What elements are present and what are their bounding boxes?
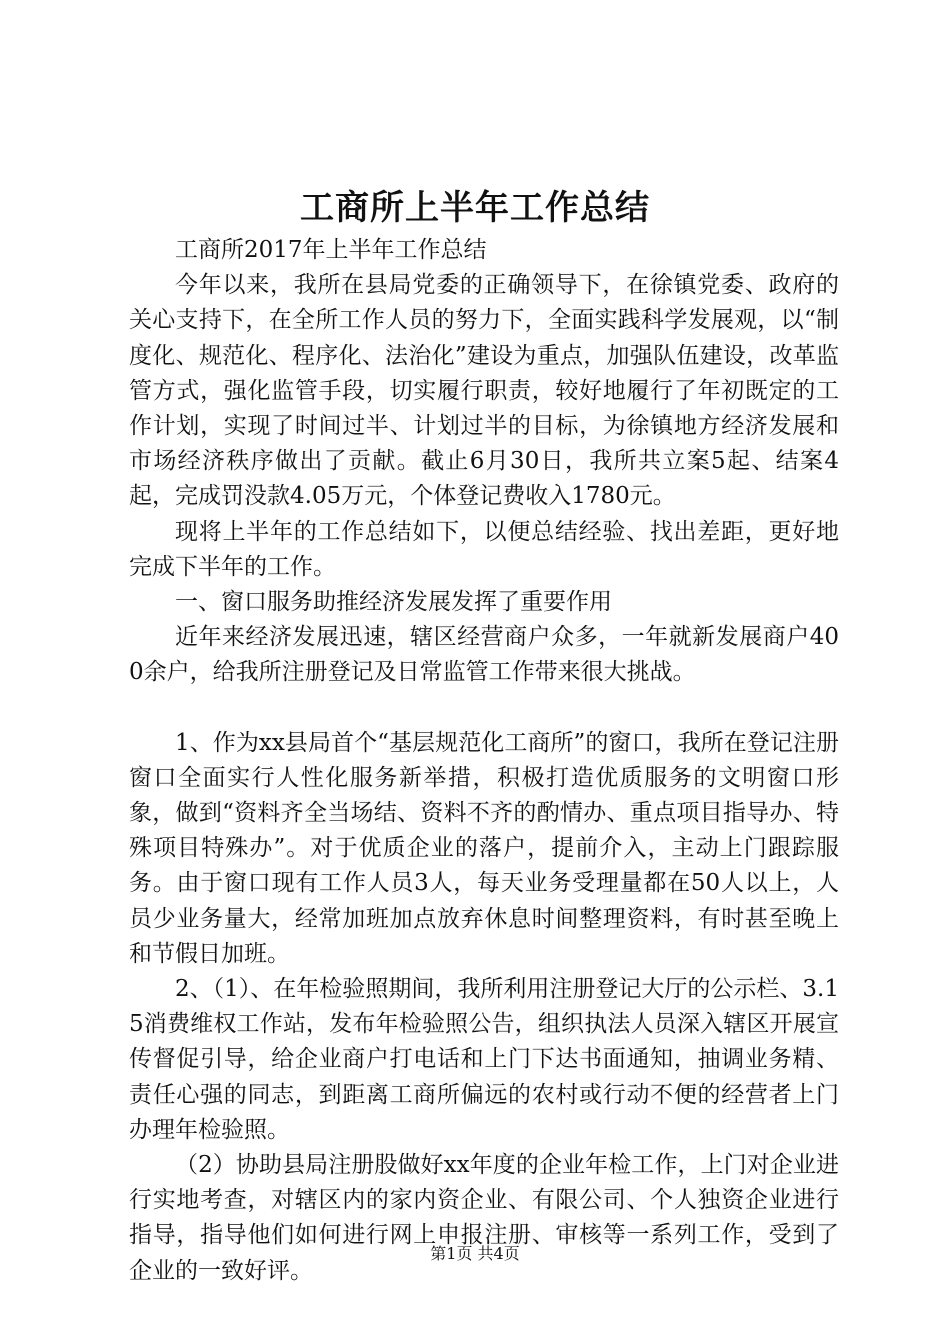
section-heading-1: 一、窗口服务助推经济发展发挥了重要作用 xyxy=(175,589,612,616)
paragraph-subtitle: 工商所2017年上半年工作总结 xyxy=(175,237,487,263)
paragraph-item-1: 1、作为xx县局首个“基层规范化工商所”的窗口，我所在登记注册窗口全面实行人性化服务新举措，积极打造优质服务的文明窗口形象，做到“资料齐全当场结、资料不齐的酌情办、重点项目指导办、特殊项目特殊办”。对于优质企业的落户，提前介入，主动上门跟踪服务。由于窗口现有工作人员3人，每天业务受理量都在50人以上，人员少业务量大，经常加班加点放弃休息时间整理资料，有时甚至晚上和节假日加班。 xyxy=(129,729,839,967)
paragraph-item-2-1: 2、（1）、在年检验照期间，我所利用注册登记大厅的公示栏、3.15消费维权工作站，发布年检验照公告，组织执法人员深入辖区开展宣传督促引导，给企业商户打电话和上门下达书面通知，抽调业务精、责任心强的同志，到距离工商所偏远的农村或行动不便的经营者上门办理年检验照。 xyxy=(129,976,839,1143)
paragraph-summary-lead: 现将上半年的工作总结如下，以便总结经验、找出差距，更好地完成下半年的工作。 xyxy=(129,518,839,580)
paragraph-intro: 今年以来，我所在县局党委的正确领导下，在徐镇党委、政府的关心支持下，在全所工作人员的努力下，全面实践科学发展观，以“制度化、规范化、程序化、法治化”建设为重点，加强队伍建设，改革监管方式，强化监管手段，切实履行职责，较好地履行了年初既定的工作计划，实现了时间过半、计划过半的目标，为徐镇地方经济发展和市场经济秩序做出了贡献。截止6月30日，我所共立案5起、结案4起，完成罚没款4.05万元，个体登记费收入1780元。 xyxy=(129,272,839,510)
paragraph-item-2-2: （2）协助县局注册股做好xx年度的企业年检工作，上门对企业进行实地考查，对辖区内的家内资企业、有限公司、个人独资企业进行指导，指导他们如何进行网上申报注册、审核等一系列工作，受到了企业的一致好评。 xyxy=(129,1152,839,1284)
document-body xyxy=(129,233,839,1289)
paragraph-section-1-intro: 近年来经济发展迅速，辖区经营商户众多，一年就新发展商户400余户，给我所注册登记及日常监管工作带来很大挑战。 xyxy=(129,624,839,686)
page-footer: 第1页 共4页 xyxy=(430,1244,520,1263)
document-title: 工商所上半年工作总结 xyxy=(300,188,650,228)
